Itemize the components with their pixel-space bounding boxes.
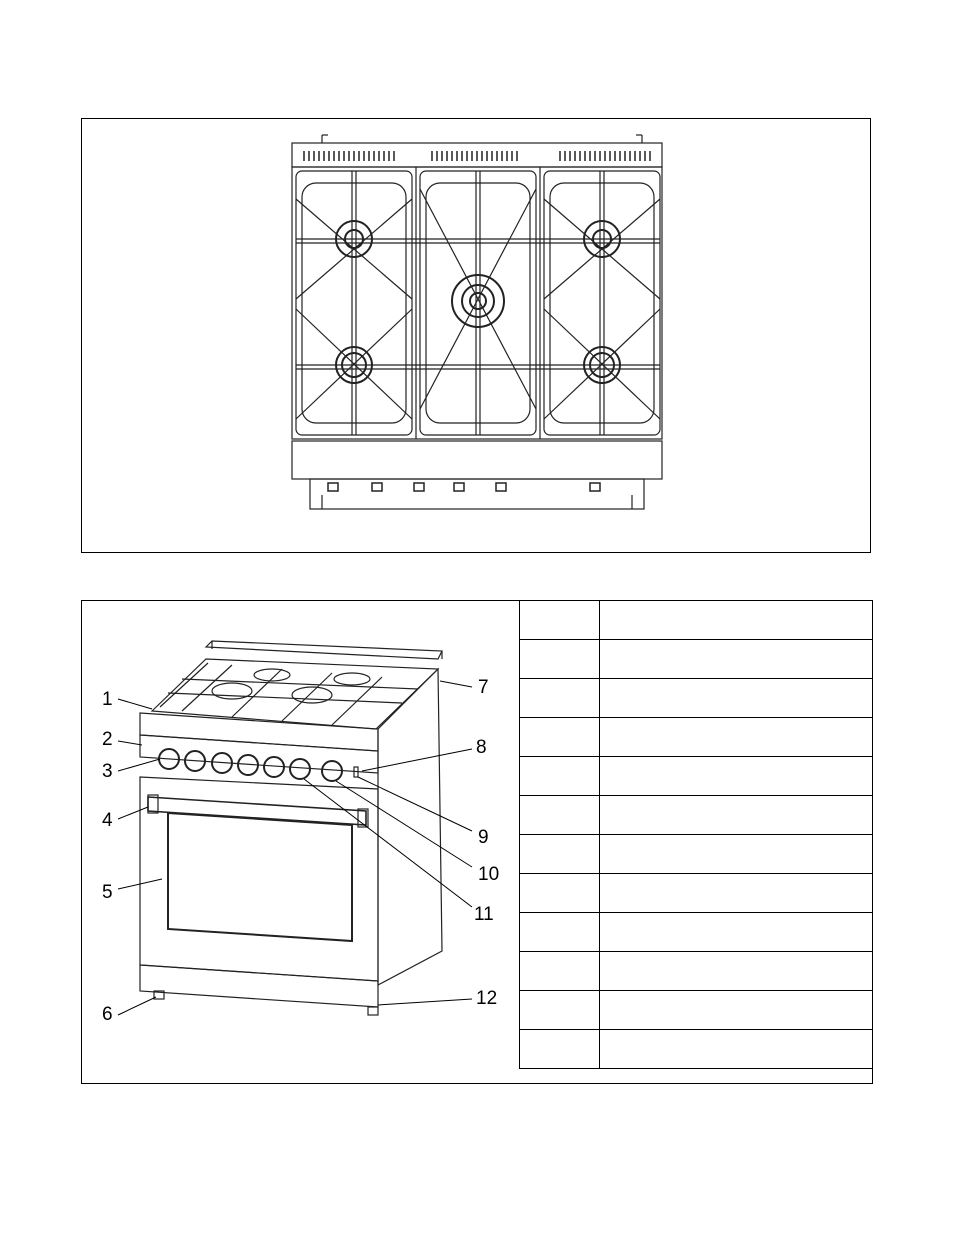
table-row [520, 952, 873, 991]
row-desc-cell [600, 835, 873, 874]
row-desc-cell [600, 679, 873, 718]
parts-table [519, 600, 873, 1069]
callout-3: 3 [102, 761, 113, 782]
top-view-figure-frame [81, 118, 871, 553]
table-row [520, 913, 873, 952]
table-row [520, 640, 873, 679]
row-num-cell [520, 952, 600, 991]
table-row [520, 679, 873, 718]
row-num-cell [520, 913, 600, 952]
row-num-cell [520, 1030, 600, 1069]
row-num-cell [520, 718, 600, 757]
callout-11: 11 [474, 904, 494, 925]
callout-5: 5 [102, 882, 113, 903]
row-num-cell [520, 679, 600, 718]
table-row [520, 718, 873, 757]
callout-6: 6 [102, 1004, 113, 1025]
range-top-view-drawing [82, 119, 872, 554]
callout-10: 10 [478, 864, 500, 885]
row-num-cell [520, 796, 600, 835]
callout-2: 2 [102, 729, 113, 750]
callout-12: 12 [476, 988, 498, 1009]
row-desc-cell [600, 757, 873, 796]
callout-8: 8 [476, 737, 487, 758]
callout-4: 4 [102, 810, 113, 831]
row-desc-cell [600, 952, 873, 991]
table-row [520, 874, 873, 913]
perspective-figure-frame [81, 600, 873, 1084]
row-num-cell [520, 991, 600, 1030]
row-desc-cell [600, 640, 873, 679]
table-row [520, 991, 873, 1030]
table-row [520, 796, 873, 835]
table-row [520, 1030, 873, 1069]
row-num-cell [520, 835, 600, 874]
header-desc-cell [600, 601, 873, 640]
parts-table-header [520, 601, 873, 640]
callout-9: 9 [478, 827, 489, 848]
header-num-cell [520, 601, 600, 640]
row-desc-cell [600, 913, 873, 952]
row-desc-cell [600, 796, 873, 835]
row-num-cell [520, 874, 600, 913]
row-desc-cell [600, 874, 873, 913]
callout-7: 7 [478, 677, 489, 698]
row-desc-cell [600, 1030, 873, 1069]
callout-1: 1 [102, 689, 113, 710]
row-num-cell [520, 757, 600, 796]
row-num-cell [520, 640, 600, 679]
row-desc-cell [600, 991, 873, 1030]
range-perspective-drawing [82, 601, 520, 1085]
table-row [520, 835, 873, 874]
table-row [520, 757, 873, 796]
row-desc-cell [600, 718, 873, 757]
